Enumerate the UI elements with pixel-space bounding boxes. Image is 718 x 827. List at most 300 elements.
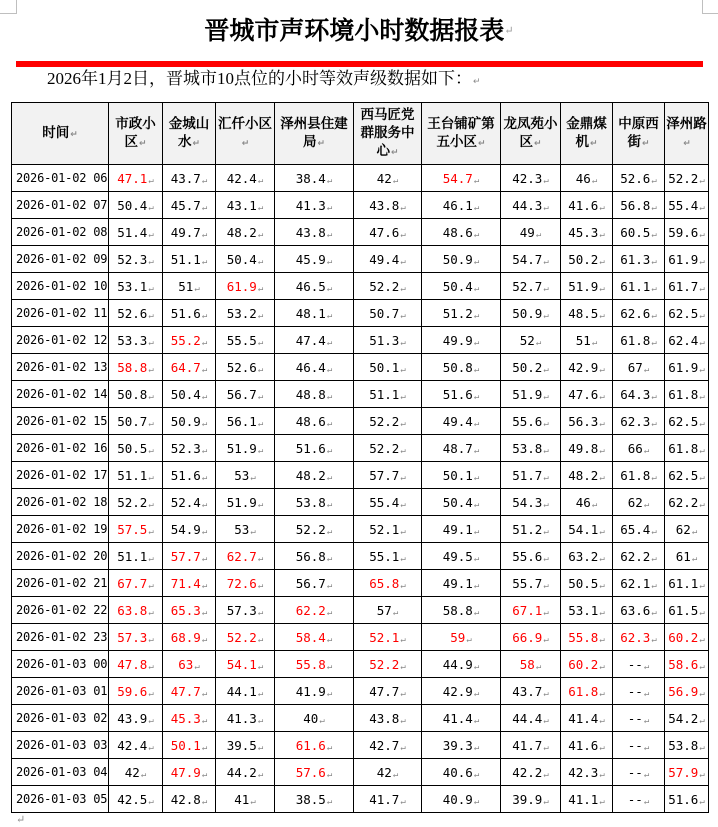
paragraph-mark-icon: ↵ — [599, 391, 605, 402]
value-cell — [354, 354, 422, 381]
paragraph-mark-icon: ↵ — [326, 742, 333, 753]
noise-value: 53.1 — [117, 278, 148, 294]
table-row — [12, 462, 709, 489]
noise-value: 48.2 — [568, 467, 599, 483]
table-row — [12, 732, 709, 759]
noise-value: 58.6 — [668, 656, 699, 672]
table-row — [12, 273, 709, 300]
noise-value: 62.4 — [668, 332, 699, 348]
noise-value: 51.6 — [170, 305, 201, 321]
value-cell — [163, 516, 216, 543]
noise-value: 50.2 — [568, 251, 599, 267]
noise-value: 42.5 — [117, 791, 148, 807]
table-row — [12, 327, 709, 354]
paragraph-mark-icon: ↵ — [257, 607, 264, 618]
paragraph-mark-icon: ↵ — [201, 472, 208, 483]
value-cell — [275, 786, 354, 813]
paragraph-mark-icon: ↵ — [257, 445, 264, 456]
value-cell — [216, 192, 275, 219]
noise-value: 48.5 — [568, 305, 599, 321]
paragraph-mark-icon: ↵ — [591, 499, 598, 510]
value-cell — [501, 516, 561, 543]
paragraph-mark-icon: ↵ — [699, 796, 705, 807]
value-cell — [216, 759, 275, 786]
noise-value: 61.8 — [568, 683, 599, 699]
value-cell — [501, 597, 561, 624]
noise-value: 47.4 — [295, 332, 326, 348]
paragraph-mark-icon: ↵ — [599, 256, 605, 267]
value-cell — [561, 192, 613, 219]
paragraph-mark-icon: ↵ — [326, 553, 333, 564]
paragraph-mark-icon: ↵ — [138, 138, 147, 149]
column-header-label: 市政小区 — [115, 115, 156, 150]
value-cell — [561, 327, 613, 354]
value-cell — [561, 786, 613, 813]
paragraph-mark-icon: ↵ — [400, 499, 406, 510]
value-cell — [422, 543, 501, 570]
paragraph-mark-icon: ↵ — [201, 607, 208, 618]
noise-value: 61.1 — [620, 278, 651, 294]
value-cell — [163, 219, 216, 246]
value-cell — [665, 219, 709, 246]
value-cell — [216, 570, 275, 597]
noise-value: 50.4 — [226, 251, 257, 267]
value-cell — [275, 300, 354, 327]
value-cell — [561, 246, 613, 273]
paragraph-mark-icon: ↵ — [326, 634, 333, 645]
noise-value: 51.7 — [512, 467, 543, 483]
noise-value: 62.5 — [668, 467, 699, 483]
noise-value: 50.7 — [369, 305, 400, 321]
value-cell — [216, 435, 275, 462]
noise-value: 71.4 — [170, 575, 201, 591]
noise-value: 57 — [376, 602, 392, 618]
noise-value: -- — [627, 737, 643, 753]
value-cell — [163, 651, 216, 678]
paragraph-mark-icon: ↵ — [473, 715, 480, 726]
paragraph-mark-icon: ↵ — [599, 580, 605, 591]
noise-value: 56.1 — [226, 413, 257, 429]
paragraph-mark-icon: ↵ — [599, 310, 605, 321]
noise-value: 59.6 — [668, 224, 699, 240]
paragraph-mark-icon: ↵ — [148, 256, 154, 267]
noise-value: 39.9 — [512, 791, 543, 807]
value-cell — [422, 165, 501, 192]
paragraph-mark-icon: ↵ — [400, 310, 406, 321]
paragraph-mark-icon: ↵ — [400, 256, 406, 267]
noise-value: 43.7 — [170, 170, 201, 186]
value-cell — [354, 651, 422, 678]
paragraph-mark-icon: ↵ — [257, 337, 264, 348]
value-cell — [665, 462, 709, 489]
paragraph-mark-icon: ↵ — [543, 391, 549, 402]
paragraph-mark-icon: ↵ — [201, 796, 208, 807]
paragraph-mark-icon: ↵ — [148, 715, 154, 726]
noise-value: 41.3 — [295, 197, 326, 213]
value-cell — [275, 327, 354, 354]
value-cell — [501, 219, 561, 246]
value-cell — [561, 489, 613, 516]
paragraph-mark-icon: ↵ — [543, 472, 549, 483]
noise-value: 59.6 — [117, 683, 148, 699]
noise-value: 39.3 — [442, 737, 473, 753]
paragraph-mark-icon: ↵ — [543, 418, 549, 429]
noise-value: 61.8 — [668, 440, 699, 456]
paragraph-mark-icon: ↵ — [651, 283, 657, 294]
noise-value: -- — [627, 710, 643, 726]
value-cell — [275, 192, 354, 219]
value-cell — [422, 516, 501, 543]
value-cell — [422, 354, 501, 381]
paragraph-mark-icon: ↵ — [194, 661, 200, 672]
value-cell — [422, 273, 501, 300]
value-cell — [501, 678, 561, 705]
value-cell — [613, 516, 665, 543]
table-row — [12, 165, 709, 192]
value-cell — [501, 381, 561, 408]
value-cell — [422, 705, 501, 732]
noise-value: 60.2 — [568, 656, 599, 672]
paragraph-mark-icon: ↵ — [699, 229, 705, 240]
time-cell: 2026-01-02 08 — [12, 219, 109, 246]
value-cell — [163, 597, 216, 624]
noise-value: 52.2 — [117, 494, 148, 510]
noise-value: 57.5 — [117, 521, 148, 537]
table-row — [12, 246, 709, 273]
time-cell: 2026-01-02 13 — [12, 354, 109, 381]
value-cell — [665, 381, 709, 408]
noise-value: 46.4 — [295, 359, 326, 375]
value-cell — [501, 705, 561, 732]
value-cell — [561, 300, 613, 327]
paragraph-mark-icon: ↵ — [651, 310, 657, 321]
table-body — [12, 165, 709, 813]
noise-value: 63.6 — [620, 602, 651, 618]
value-cell — [163, 300, 216, 327]
noise-value: 52.3 — [117, 251, 148, 267]
paragraph-mark-icon: ↵ — [326, 769, 333, 780]
paragraph-mark-icon: ↵ — [599, 796, 605, 807]
paragraph-mark-icon: ↵ — [543, 769, 549, 780]
paragraph-mark-icon: ↵ — [691, 553, 698, 564]
value-cell — [501, 651, 561, 678]
noise-value: 48.6 — [442, 224, 473, 240]
paragraph-mark-icon: ↵ — [641, 138, 650, 149]
value-cell — [216, 786, 275, 813]
noise-value: 61.7 — [668, 278, 699, 294]
value-cell — [501, 300, 561, 327]
paragraph-mark-icon: ↵ — [148, 229, 154, 240]
time-cell: 2026-01-02 06 — [12, 165, 109, 192]
noise-value: 67.1 — [512, 602, 543, 618]
paragraph-mark-icon: ↵ — [651, 418, 657, 429]
table-row — [12, 219, 709, 246]
noise-value: 49.8 — [568, 440, 599, 456]
paragraph-mark-icon: ↵ — [651, 337, 657, 348]
value-cell — [354, 597, 422, 624]
table-row — [12, 570, 709, 597]
value-cell — [613, 678, 665, 705]
paragraph-mark-icon: ↵ — [651, 202, 657, 213]
value-cell — [501, 543, 561, 570]
paragraph-mark-icon: ↵ — [543, 715, 549, 726]
noise-value: 58.8 — [442, 602, 473, 618]
column-header-label: 金城山水 — [168, 115, 210, 150]
paragraph-mark-icon: ↵ — [400, 337, 406, 348]
noise-value: 50.1 — [442, 467, 473, 483]
paragraph-mark-icon: ↵ — [326, 472, 333, 483]
value-cell — [216, 678, 275, 705]
noise-value: 64.7 — [170, 359, 201, 375]
noise-value: 52.7 — [512, 278, 543, 294]
value-cell — [163, 624, 216, 651]
noise-value: 53.8 — [668, 737, 699, 753]
column-header — [613, 103, 665, 165]
paragraph-mark-icon: ↵ — [651, 391, 657, 402]
value-cell — [354, 705, 422, 732]
paragraph-mark-icon: ↵ — [148, 472, 154, 483]
paragraph-mark-icon: ↵ — [400, 229, 406, 240]
value-cell — [422, 624, 501, 651]
value-cell — [275, 570, 354, 597]
paragraph-mark-icon: ↵ — [326, 283, 333, 294]
paragraph-mark-icon: ↵ — [140, 769, 147, 780]
noise-value: 50.2 — [512, 359, 543, 375]
noise-value: 39.5 — [226, 737, 257, 753]
paragraph-mark-icon: ↵ — [148, 310, 154, 321]
table-row — [12, 705, 709, 732]
value-cell — [613, 408, 665, 435]
paragraph-mark-icon: ↵ — [201, 337, 208, 348]
noise-value: 53.3 — [117, 332, 148, 348]
paragraph-mark-icon: ↵ — [326, 661, 333, 672]
paragraph-mark-icon: ↵ — [400, 715, 406, 726]
noise-value: 65.8 — [369, 575, 400, 591]
paragraph-mark-icon: ↵ — [201, 175, 208, 186]
paragraph-mark-icon: ↵ — [599, 283, 605, 294]
paragraph-mark-icon: ↵ — [699, 661, 705, 672]
paragraph-mark-icon: ↵ — [599, 742, 605, 753]
column-header — [354, 103, 422, 165]
paragraph-mark-icon: ↵ — [699, 445, 705, 456]
value-cell — [665, 516, 709, 543]
noise-value: 55.2 — [170, 332, 201, 348]
time-cell: 2026-01-02 10 — [12, 273, 109, 300]
value-cell — [216, 219, 275, 246]
value-cell — [501, 246, 561, 273]
noise-value: 50.4 — [117, 197, 148, 213]
noise-value: 51.9 — [226, 494, 257, 510]
noise-value: 41.4 — [442, 710, 473, 726]
noise-value: -- — [627, 656, 643, 672]
paragraph-mark-icon: ↵ — [599, 364, 605, 375]
noise-value: 44.9 — [442, 656, 473, 672]
value-cell — [163, 570, 216, 597]
value-cell — [354, 192, 422, 219]
paragraph-mark-icon: ↵ — [543, 499, 549, 510]
value-cell — [354, 516, 422, 543]
value-cell — [665, 165, 709, 192]
noise-value: 63.8 — [117, 602, 148, 618]
paragraph-mark-icon: ↵ — [326, 445, 333, 456]
noise-value: 48.8 — [295, 386, 326, 402]
paragraph-mark-icon: ↵ — [201, 553, 208, 564]
paragraph-mark-icon: ↵ — [400, 472, 406, 483]
paragraph-mark-icon: ↵ — [201, 229, 208, 240]
noise-value: 57.6 — [295, 764, 326, 780]
noise-value: 54.9 — [170, 521, 201, 537]
value-cell — [216, 327, 275, 354]
value-cell — [275, 651, 354, 678]
column-header-label: 泽州路 — [666, 115, 707, 132]
value-cell — [501, 786, 561, 813]
noise-value: 41.6 — [568, 737, 599, 753]
paragraph-mark-icon: ↵ — [699, 310, 705, 321]
paragraph-mark-icon: ↵ — [699, 769, 705, 780]
noise-value: 50.4 — [442, 278, 473, 294]
paragraph-mark-icon: ↵ — [326, 607, 333, 618]
value-cell — [501, 732, 561, 759]
paragraph-mark-icon: ↵ — [699, 472, 705, 483]
noise-value: 41.4 — [568, 710, 599, 726]
noise-value: 38.4 — [295, 170, 326, 186]
time-cell: 2026-01-02 23 — [12, 624, 109, 651]
value-cell — [561, 462, 613, 489]
paragraph-mark-icon: ↵ — [319, 715, 325, 726]
page-corner-mark-top-right — [702, 0, 718, 14]
paragraph-mark-icon: ↵ — [699, 607, 705, 618]
paragraph-mark-icon: ↵ — [326, 364, 333, 375]
value-cell — [613, 570, 665, 597]
paragraph-mark-icon: ↵ — [543, 526, 549, 537]
noise-value: 55.7 — [512, 575, 543, 591]
value-cell — [561, 543, 613, 570]
time-cell: 2026-01-02 17 — [12, 462, 109, 489]
value-cell — [216, 381, 275, 408]
noise-value: 47.1 — [117, 170, 148, 186]
table-row — [12, 597, 709, 624]
value-cell — [354, 570, 422, 597]
noise-value: 50.5 — [568, 575, 599, 591]
paragraph-mark-icon: ↵ — [599, 715, 605, 726]
value-cell — [354, 273, 422, 300]
noise-value: 62.7 — [226, 548, 257, 564]
column-header-label: 西马匠党群服务中心 — [360, 106, 415, 159]
paragraph-mark-icon: ↵ — [201, 715, 208, 726]
paragraph-mark-icon: ↵ — [201, 364, 208, 375]
value-cell — [163, 327, 216, 354]
noise-value: 45.3 — [568, 224, 599, 240]
noise-value: 51.9 — [226, 440, 257, 456]
noise-value: 52.6 — [226, 359, 257, 375]
value-cell — [613, 165, 665, 192]
paragraph-mark-icon: ↵ — [599, 553, 605, 564]
noise-value: 62 — [675, 521, 691, 537]
paragraph-mark-icon: ↵ — [599, 229, 605, 240]
noise-value: 50.9 — [512, 305, 543, 321]
paragraph-mark-icon: ↵ — [473, 76, 481, 86]
noise-value: 53.8 — [512, 440, 543, 456]
noise-value: 54.7 — [512, 251, 543, 267]
noise-value: 62.2 — [620, 548, 651, 564]
value-cell — [665, 327, 709, 354]
value-cell — [665, 246, 709, 273]
value-cell — [613, 759, 665, 786]
column-header-label: 龙凤苑小区 — [503, 115, 558, 150]
noise-value: 53.1 — [568, 602, 599, 618]
noise-value: 52.1 — [369, 521, 400, 537]
paragraph-mark-icon: ↵ — [543, 175, 549, 186]
noise-value: 72.6 — [226, 575, 257, 591]
value-cell — [613, 381, 665, 408]
noise-value: 42.3 — [568, 764, 599, 780]
paragraph-mark-icon: ↵ — [599, 472, 605, 483]
paragraph-mark-icon: ↵ — [699, 202, 705, 213]
paragraph-mark-icon: ↵ — [543, 310, 549, 321]
value-cell — [561, 219, 613, 246]
value-cell — [613, 786, 665, 813]
noise-value: 49.1 — [442, 575, 473, 591]
time-cell: 2026-01-03 05 — [12, 786, 109, 813]
value-cell — [109, 651, 163, 678]
paragraph-mark-icon: ↵ — [473, 769, 480, 780]
paragraph-mark-icon: ↵ — [201, 526, 208, 537]
value-cell — [422, 786, 501, 813]
paragraph-mark-icon: ↵ — [257, 499, 264, 510]
paragraph-mark-icon: ↵ — [599, 607, 605, 618]
value-cell — [109, 273, 163, 300]
noise-data-table — [11, 102, 709, 813]
value-cell — [665, 273, 709, 300]
value-cell — [275, 732, 354, 759]
noise-value: 67.7 — [117, 575, 148, 591]
paragraph-mark-icon: ↵ — [257, 634, 264, 645]
noise-value: 43.9 — [117, 710, 148, 726]
noise-value: 54.2 — [668, 710, 699, 726]
value-cell — [354, 165, 422, 192]
noise-value: 51.1 — [369, 386, 400, 402]
time-cell: 2026-01-02 18 — [12, 489, 109, 516]
value-cell — [613, 705, 665, 732]
paragraph-mark-icon: ↵ — [400, 202, 406, 213]
paragraph-mark-icon: ↵ — [257, 715, 264, 726]
paragraph-mark-icon: ↵ — [591, 337, 598, 348]
value-cell — [665, 354, 709, 381]
value-cell — [216, 732, 275, 759]
noise-value: 67 — [627, 359, 643, 375]
paragraph-mark-icon: ↵ — [148, 364, 154, 375]
paragraph-mark-icon: ↵ — [390, 147, 399, 158]
paragraph-mark-icon: ↵ — [643, 661, 650, 672]
paragraph-mark-icon: ↵ — [192, 138, 201, 149]
paragraph-mark-icon: ↵ — [643, 688, 650, 699]
noise-value: 42 — [376, 764, 392, 780]
paragraph-mark-icon: ↵ — [543, 283, 549, 294]
noise-value: 47.6 — [568, 386, 599, 402]
noise-value: 48.2 — [226, 224, 257, 240]
noise-value: 54.1 — [568, 521, 599, 537]
paragraph-mark-icon: ↵ — [257, 256, 264, 267]
value-cell — [422, 651, 501, 678]
paragraph-mark-icon: ↵ — [148, 283, 154, 294]
paragraph-mark-icon: ↵ — [201, 742, 208, 753]
value-cell — [561, 651, 613, 678]
value-cell — [501, 435, 561, 462]
column-header — [501, 103, 561, 165]
value-cell — [501, 624, 561, 651]
paragraph-mark-icon: ↵ — [148, 661, 154, 672]
value-cell — [501, 462, 561, 489]
